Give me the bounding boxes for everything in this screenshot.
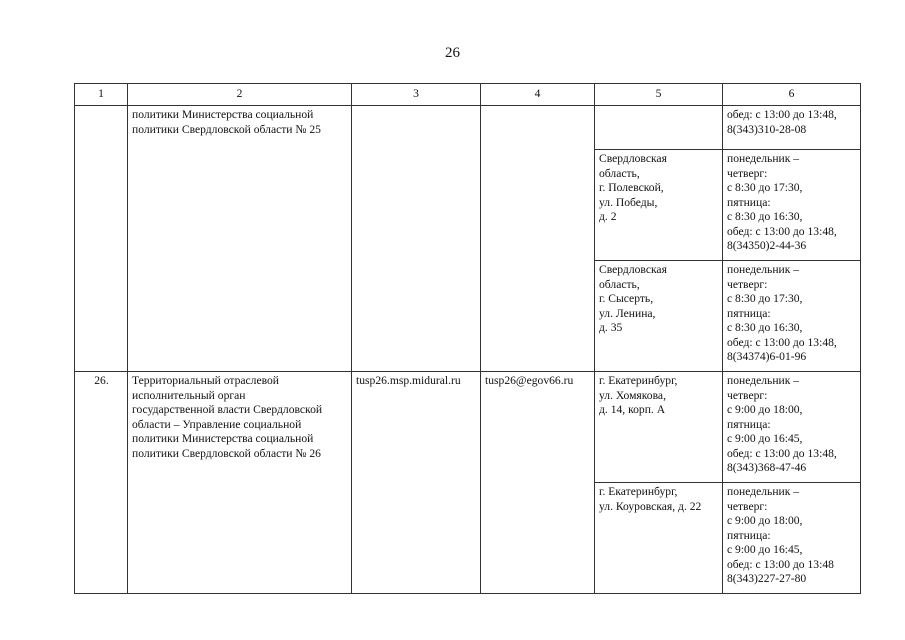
address-cell [595, 106, 723, 150]
organization-name-cell: Территориальный отраслевой исполнительный орган государственной власти Свердловской области – Управление социальной политики Министерства социальной политики Свердловской области № 26 [128, 372, 352, 594]
column-header: 3 [352, 84, 481, 106]
schedule-cell: понедельник – четверг: с 9:00 до 18:00, пятница: с 9:00 до 16:45, обед: с 13:00 до 13:48, 8(343)368-47-46 [723, 372, 861, 483]
row-number-cell [75, 106, 128, 372]
column-header: 2 [128, 84, 352, 106]
page-number: 26 [445, 45, 460, 61]
schedule-cell: обед: с 13:00 до 13:48, 8(343)310-28-08 [723, 106, 861, 150]
table-row [75, 106, 861, 150]
address-cell: г. Екатеринбург, ул. Хомякова, д. 14, корп. А [595, 372, 723, 483]
column-header: 5 [595, 84, 723, 106]
offices-table [74, 83, 861, 594]
email-cell [481, 106, 595, 372]
row-number-cell: 26. [75, 372, 128, 594]
column-header: 1 [75, 84, 128, 106]
address-cell: г. Екатеринбург, ул. Коуровская, д. 22 [595, 483, 723, 594]
organization-name-cell: политики Министерства социальной политики Свердловской области № 25 [128, 106, 352, 372]
schedule-cell: понедельник – четверг: с 8:30 до 17:30, пятница: с 8:30 до 16:30, обед: с 13:00 до 13:48, 8(34350)2-44-36 [723, 150, 861, 261]
email-cell[interactable]: tusp26@egov66.ru [481, 372, 595, 594]
address-cell: Свердловская область, г. Полевской, ул. Победы, д. 2 [595, 150, 723, 261]
column-header: 4 [481, 84, 595, 106]
website-cell [352, 106, 481, 372]
schedule-cell: понедельник – четверг: с 8:30 до 17:30, пятница: с 8:30 до 16:30, обед: с 13:00 до 13:48, 8(34374)6-01-96 [723, 261, 861, 372]
table-header-row [75, 84, 861, 106]
table-row [75, 372, 861, 483]
column-header: 6 [723, 84, 861, 106]
website-cell[interactable]: tusp26.msp.midural.ru [352, 372, 481, 594]
schedule-cell: понедельник – четверг: с 9:00 до 18:00, пятница: с 9:00 до 16:45, обед: с 13:00 до 13:48 8(343)227-27-80 [723, 483, 861, 594]
address-cell: Свердловская область, г. Сысерть, ул. Ленина, д. 35 [595, 261, 723, 372]
